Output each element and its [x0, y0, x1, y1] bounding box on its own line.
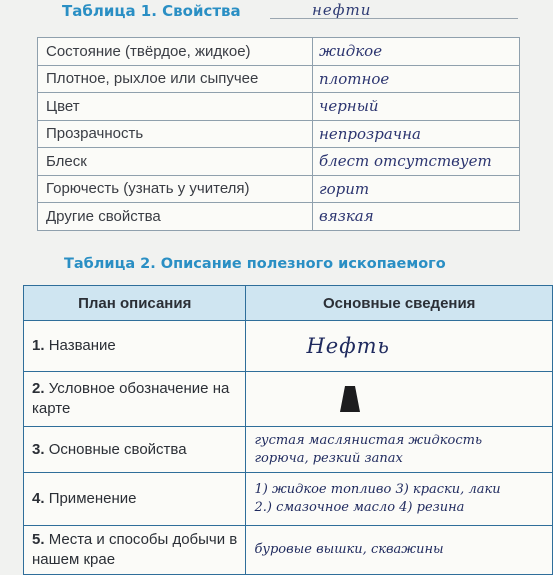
- answer-line: 1) жидкое топливо 3) краски, лаки: [254, 482, 501, 497]
- property-label: Горючесть (узнать у учителя): [38, 175, 313, 203]
- handwritten-answer: буровые вышки, скважины: [246, 526, 553, 575]
- table-row: [24, 321, 553, 372]
- property-value: непрозрачна: [313, 120, 520, 148]
- item-label: Основные свойства: [48, 440, 187, 458]
- table2-description: [23, 285, 553, 575]
- column-header-info: Основные сведения: [246, 286, 553, 321]
- plan-item: [24, 427, 246, 473]
- table-row: [38, 38, 520, 66]
- property-value: черный: [313, 93, 520, 121]
- table-row: [24, 427, 553, 473]
- property-value: блест отсутствует: [313, 148, 520, 176]
- table-row: [38, 148, 520, 176]
- table-row: [38, 203, 520, 231]
- property-value: горит: [313, 175, 520, 203]
- plan-item: [24, 473, 246, 526]
- table-row: [24, 372, 553, 427]
- property-label: Состояние (твёрдое, жидкое): [38, 38, 313, 66]
- table-row: [24, 473, 553, 526]
- table-row: [38, 175, 520, 203]
- item-number: 3.: [32, 440, 45, 458]
- map-symbol-cell: [246, 372, 553, 427]
- property-value: вязкая: [313, 203, 520, 231]
- answer-line: 2.) смазочное масло 4) резина: [254, 500, 465, 515]
- table1-properties: [37, 37, 520, 231]
- plan-item: [24, 321, 246, 372]
- item-number: 1.: [32, 337, 45, 354]
- answer-line: густая маслянистая жидкость: [254, 432, 483, 448]
- plan-item: [24, 526, 246, 575]
- item-label: Места и способы добычи в нашем крае: [32, 531, 238, 568]
- handwritten-answer: Нефть: [246, 321, 553, 372]
- property-value: жидкое: [313, 38, 520, 66]
- property-label: Цвет: [38, 93, 313, 121]
- table-row: [38, 120, 520, 148]
- item-number: 4.: [32, 490, 45, 507]
- table1-title-handwritten-fill: нефти: [312, 1, 372, 19]
- property-value: плотное: [313, 65, 520, 93]
- handwritten-answer: [246, 473, 553, 526]
- item-number: 5.: [32, 531, 45, 548]
- table-row: [38, 65, 520, 93]
- plan-item: [24, 372, 246, 427]
- oil-map-symbol-icon: [340, 386, 360, 412]
- property-label: Блеск: [38, 148, 313, 176]
- table1-title-underline: [270, 18, 518, 19]
- handwritten-answer: [246, 427, 553, 473]
- table2-title: Таблица 2. Описание полезного ископаемого: [64, 256, 446, 272]
- table-header-row: [24, 286, 553, 321]
- item-label: Название: [48, 337, 116, 354]
- property-label: Плотное, рыхлое или сыпучее: [38, 65, 313, 93]
- answer-line: горюча, резкий запах: [254, 450, 403, 466]
- item-label: Условное обозначение на карте: [32, 380, 230, 417]
- column-header-plan: План описания: [24, 286, 246, 321]
- item-number: 2.: [32, 380, 45, 397]
- item-label: Применение: [48, 490, 137, 507]
- property-label: Прозрачность: [38, 120, 313, 148]
- table-row: [38, 93, 520, 121]
- property-label: Другие свойства: [38, 203, 313, 231]
- table-row: [24, 526, 553, 575]
- table1-title: Таблица 1. Свойства: [62, 2, 241, 20]
